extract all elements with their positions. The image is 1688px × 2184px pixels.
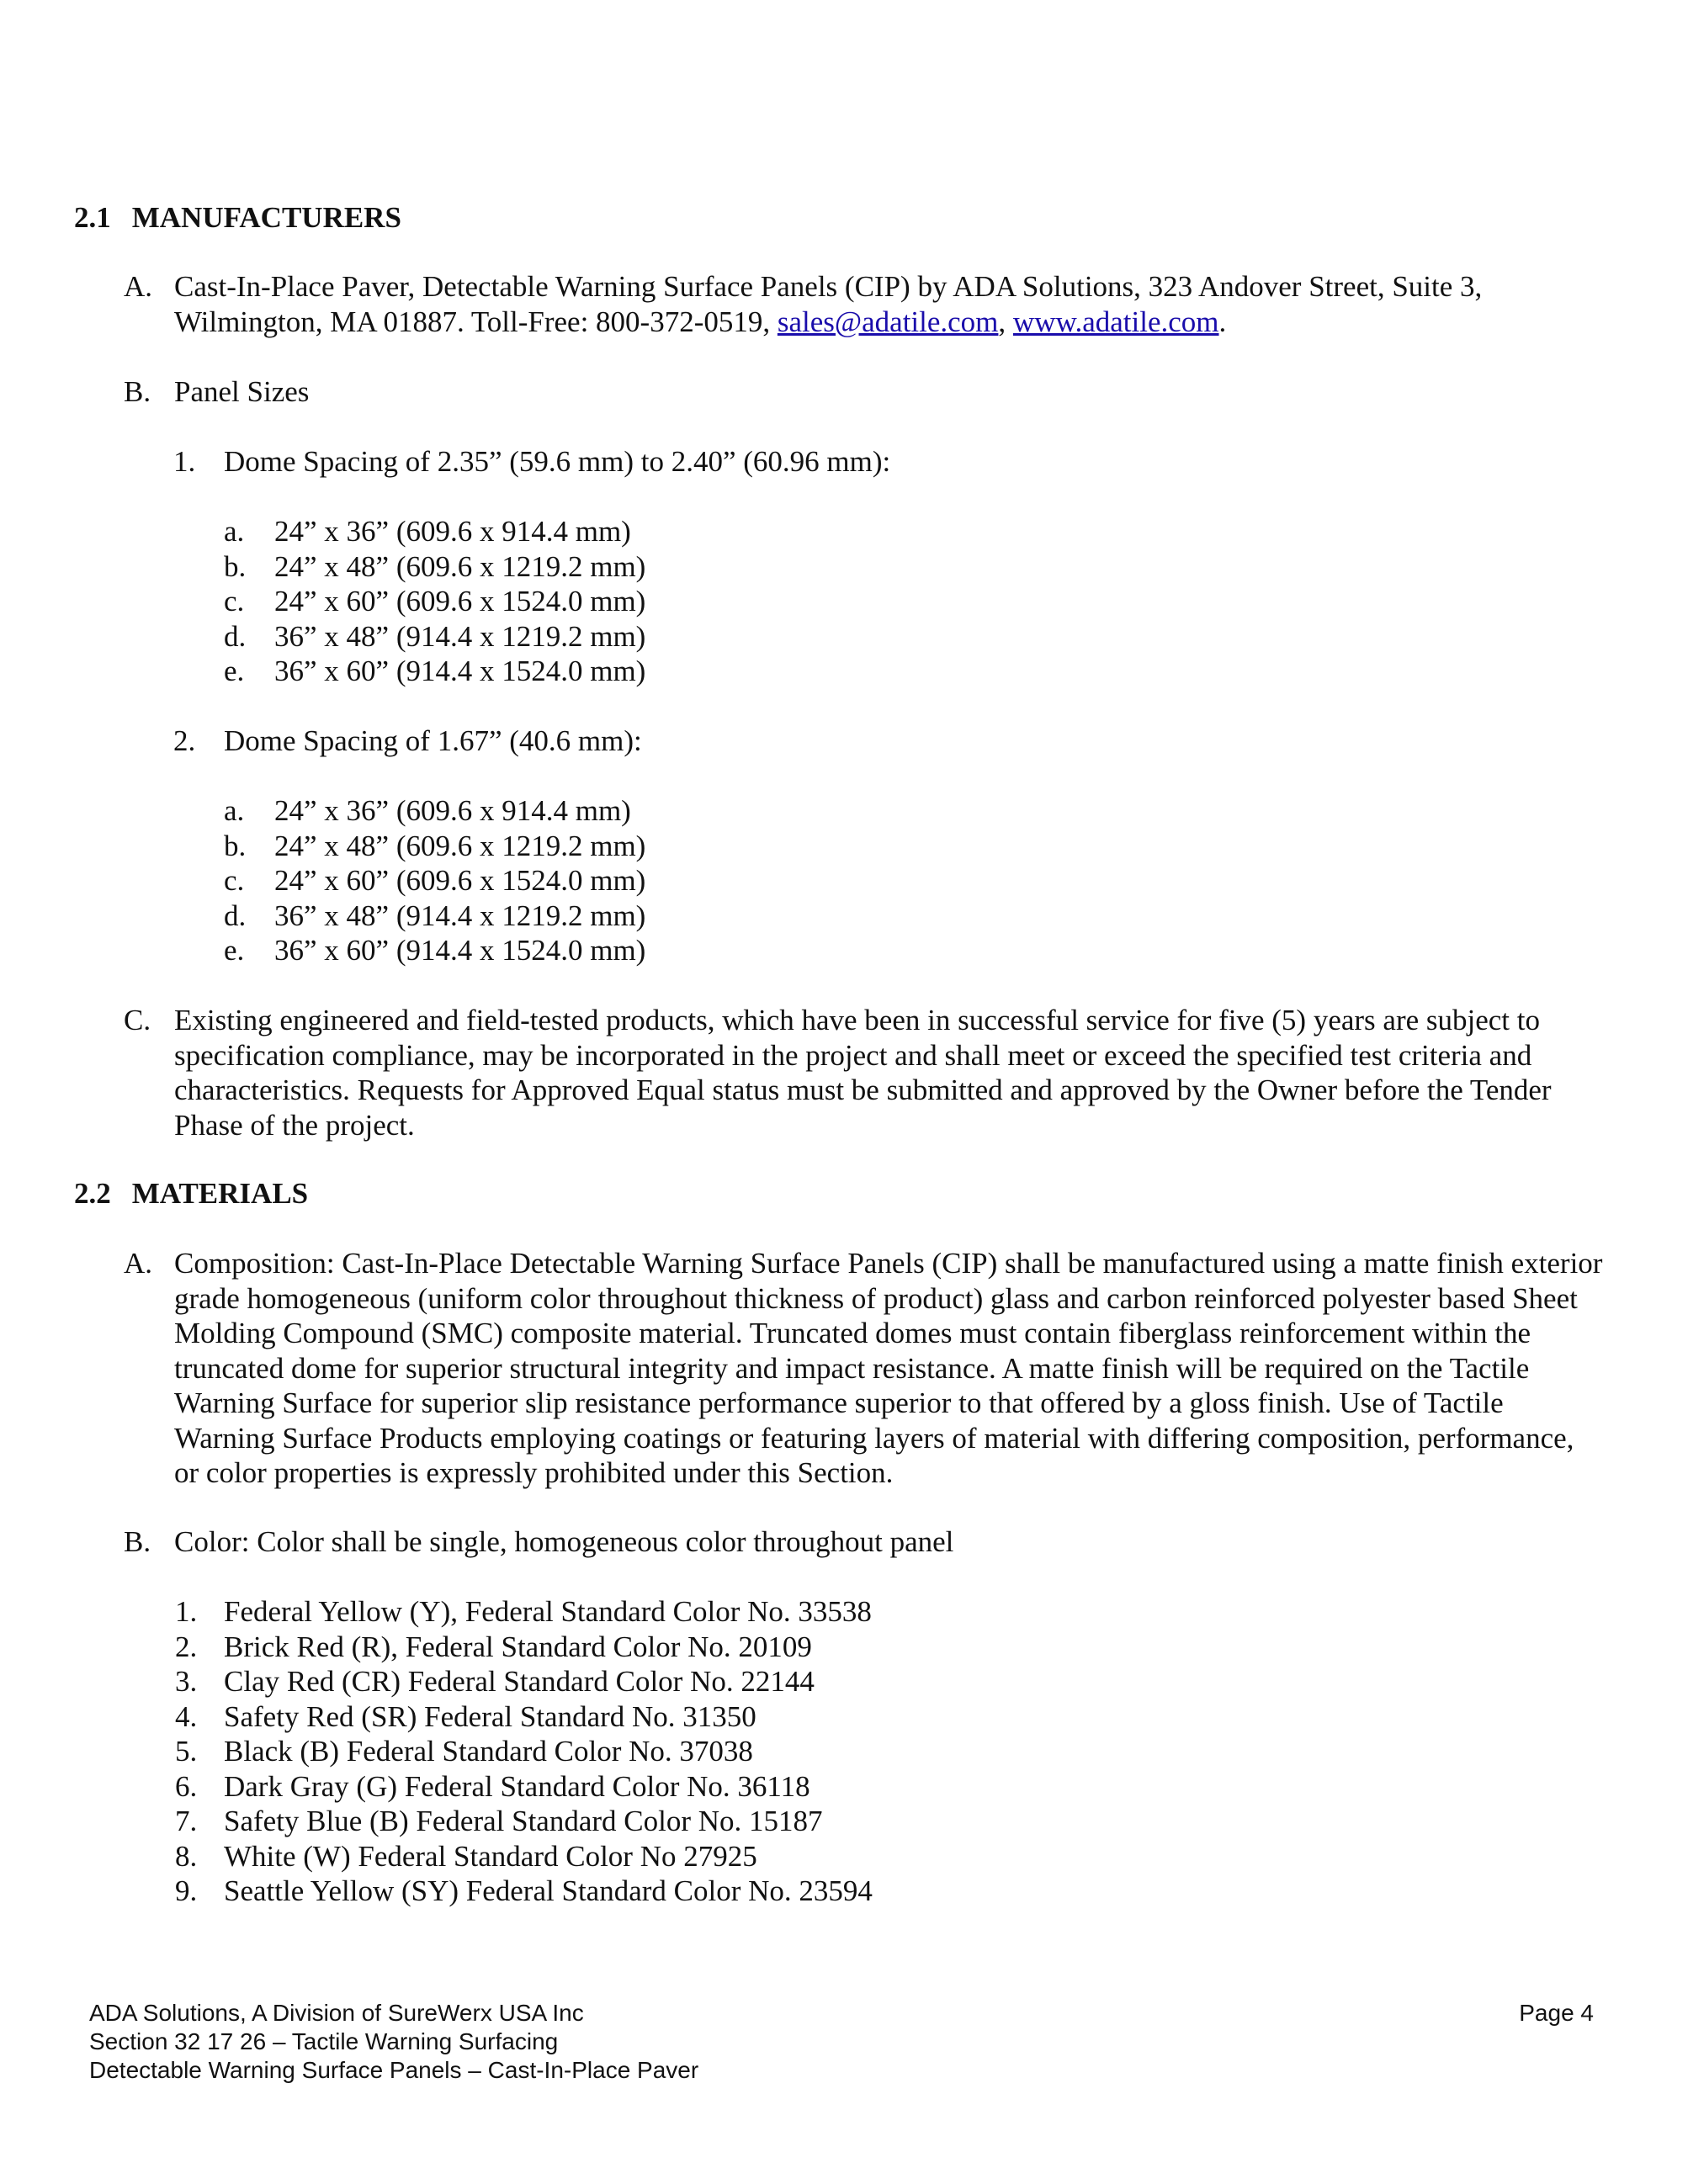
- list-item: 1. Federal Yellow (Y), Federal Standard Color No. 33538: [175, 1595, 872, 1628]
- list-item: d. 36” x 48” (914.4 x 1219.2 mm): [224, 619, 646, 653]
- item-label: 2.: [173, 724, 196, 757]
- panel-sizes-heading: [124, 374, 1521, 410]
- dome-spacing-2-heading: [173, 724, 1486, 759]
- section-2-2-heading: [74, 1176, 308, 1211]
- item-label: A.: [124, 270, 153, 303]
- item-text: Composition: Cast-In-Place Detectable Warning Surface Panels (CIP) shall be manufactured using a matte finish exterior grade homogeneous (uniform color throughout thickness of product) glass and carbon reinforced polyester based Sheet Molding Compound (SMC) composite material. Truncated domes must contain fiberglass reinforcement within the truncated dome for superior structural integrity and impact resistance. A matte finish will be required on the Tactile Warning Surface for superior slip resistance performance superior to that offered by a gloss finish. Use of Tactile Warning Surface Products employing coatings or featuring layers of material with differing composition, performance, or color properties is expressly prohibited under this Section.: [174, 1247, 1603, 1489]
- list-item: 5. Black (B) Federal Standard Color No. 37038: [175, 1735, 753, 1768]
- item-text: Cast-In-Place Paver, Detectable Warning Surface Panels (CIP) by ADA Solutions, 323 Andover Street, Suite 3, Wilmington, MA 01887. Toll-Free: 800-372-0519, sales@adatile.com, www.adatile.com.: [174, 270, 1483, 338]
- color-list: [175, 1594, 873, 1909]
- list-item: a. 24” x 36” (609.6 x 914.4 mm): [224, 794, 631, 827]
- dome-spacing-2-list: [224, 793, 646, 968]
- item-label: B.: [124, 1525, 151, 1558]
- list-item: e. 36” x 60” (914.4 x 1524.0 mm): [224, 934, 646, 967]
- list-item: 2. Brick Red (R), Federal Standard Color No. 20109: [175, 1630, 812, 1663]
- list-item: 9. Seattle Yellow (SY) Federal Standard Color No. 23594: [175, 1874, 873, 1907]
- list-item: 6. Dark Gray (G) Federal Standard Color No. 36118: [175, 1769, 810, 1803]
- color-heading: [124, 1524, 1521, 1560]
- composition-paragraph: [124, 1246, 1605, 1491]
- list-item: c. 24” x 60” (609.6 x 1524.0 mm): [224, 585, 646, 618]
- item-label: 1.: [173, 445, 196, 478]
- section-number: 2.2: [74, 1177, 111, 1210]
- dome-spacing-1-heading: [173, 444, 1486, 480]
- list-item: 8. White (W) Federal Standard Color No 27925: [175, 1839, 757, 1873]
- item-label: B.: [124, 375, 151, 408]
- section-2-1-heading: [74, 200, 401, 236]
- email-link[interactable]: sales@adatile.com: [777, 305, 999, 338]
- manufacturer-paragraph: [124, 269, 1554, 339]
- section-title: MANUFACTURERS: [131, 201, 401, 234]
- item-text: Existing engineered and field-tested products, which have been in successful service for five (5) years are subject to specification compliance, may be incorporated in the project and shall meet or exceed the specified test criteria and characteristics. Requests for Approved Equal status must be submitted and approved by the Owner before the Tender Phase of the project.: [174, 1004, 1552, 1142]
- list-item: 7. Safety Blue (B) Federal Standard Color No. 15187: [175, 1805, 823, 1837]
- list-item: a. 24” x 36” (609.6 x 914.4 mm): [224, 515, 631, 548]
- footer-section: Section 32 17 26 – Tactile Warning Surfacing: [89, 2028, 559, 2054]
- dome-spacing-1-list: [224, 514, 646, 689]
- website-link[interactable]: www.adatile.com: [1012, 305, 1219, 338]
- page-number: Page 4: [1519, 2000, 1594, 2026]
- list-item: e. 36” x 60” (914.4 x 1524.0 mm): [224, 655, 646, 687]
- footer-product: Detectable Warning Surface Panels – Cast-In-Place Paver: [89, 2057, 699, 2083]
- list-item: b. 24” x 48” (609.6 x 1219.2 mm): [224, 549, 646, 583]
- item-label: C.: [124, 1004, 151, 1036]
- approved-equal-paragraph: [124, 1003, 1605, 1142]
- footer-company: ADA Solutions, A Division of SureWerx USA Inc: [89, 2000, 584, 2026]
- item-text: Color: Color shall be single, homogeneous color throughout panel: [174, 1525, 954, 1558]
- list-item: b. 24” x 48” (609.6 x 1219.2 mm): [224, 829, 646, 862]
- item-text: Dome Spacing of 1.67” (40.6 mm):: [224, 724, 642, 757]
- item-text: Dome Spacing of 2.35” (59.6 mm) to 2.40” (60.96 mm):: [224, 445, 891, 478]
- section-title: MATERIALS: [131, 1177, 309, 1210]
- list-item: 4. Safety Red (SR) Federal Standard No. 31350: [175, 1699, 756, 1733]
- item-text: Panel Sizes: [174, 375, 310, 408]
- list-item: d. 36” x 48” (914.4 x 1219.2 mm): [224, 899, 646, 932]
- section-number: 2.1: [74, 201, 111, 234]
- list-item: c. 24” x 60” (609.6 x 1524.0 mm): [224, 864, 646, 897]
- list-item: 3. Clay Red (CR) Federal Standard Color No. 22144: [175, 1665, 815, 1698]
- item-label: A.: [124, 1247, 153, 1280]
